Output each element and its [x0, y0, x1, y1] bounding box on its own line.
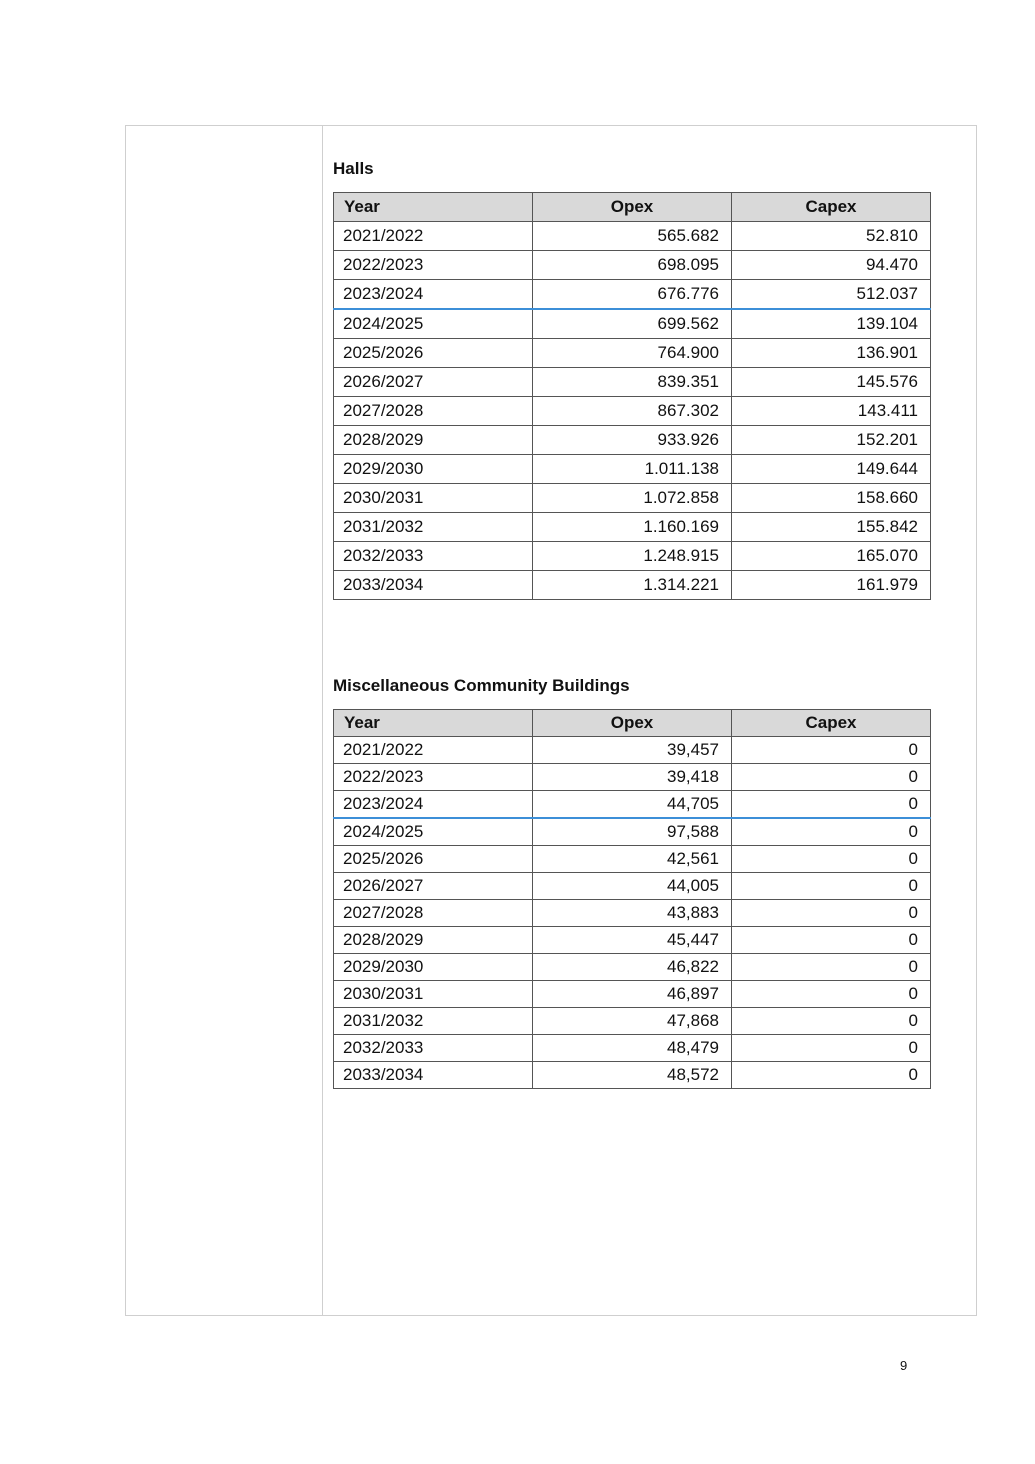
capex-cell: 0 — [732, 900, 931, 927]
opex-cell: 47,868 — [533, 1008, 732, 1035]
table-row — [334, 222, 931, 251]
year-cell: 2030/2031 — [334, 484, 533, 513]
year-cell: 2023/2024 — [334, 791, 533, 819]
opex-cell: 698.095 — [533, 251, 732, 280]
table-row — [334, 280, 931, 310]
table-row — [334, 900, 931, 927]
opex-cell: 676.776 — [533, 280, 732, 310]
table-row — [334, 1008, 931, 1035]
halls-header-year: Year — [334, 193, 533, 222]
year-cell: 2025/2026 — [334, 846, 533, 873]
table-row — [334, 571, 931, 600]
capex-cell: 161.979 — [732, 571, 931, 600]
table-row — [334, 981, 931, 1008]
opex-cell: 48,572 — [533, 1062, 732, 1089]
halls-header-capex: Capex — [732, 193, 931, 222]
table-row — [334, 309, 931, 339]
year-cell: 2022/2023 — [334, 764, 533, 791]
year-cell: 2026/2027 — [334, 368, 533, 397]
opex-cell: 39,457 — [533, 737, 732, 764]
opex-cell: 39,418 — [533, 764, 732, 791]
table-row — [334, 1035, 931, 1062]
year-cell: 2028/2029 — [334, 927, 533, 954]
year-cell: 2023/2024 — [334, 280, 533, 310]
year-cell: 2031/2032 — [334, 513, 533, 542]
capex-cell: 0 — [732, 846, 931, 873]
opex-cell: 97,588 — [533, 818, 732, 846]
capex-cell: 0 — [732, 764, 931, 791]
opex-cell: 43,883 — [533, 900, 732, 927]
halls-title: Halls — [333, 159, 374, 178]
misc-header-row — [334, 710, 931, 737]
halls-header-row — [334, 193, 931, 222]
year-cell: 2027/2028 — [334, 397, 533, 426]
opex-cell: 45,447 — [533, 927, 732, 954]
opex-cell: 933.926 — [533, 426, 732, 455]
year-cell: 2033/2034 — [334, 571, 533, 600]
table-row — [334, 484, 931, 513]
column-divider — [322, 125, 323, 1316]
capex-cell: 0 — [732, 954, 931, 981]
misc-header-opex: Opex — [533, 710, 732, 737]
opex-cell: 42,561 — [533, 846, 732, 873]
capex-cell: 139.104 — [732, 309, 931, 339]
capex-cell: 0 — [732, 981, 931, 1008]
capex-cell: 0 — [732, 737, 931, 764]
year-cell: 2021/2022 — [334, 737, 533, 764]
opex-cell: 1.072.858 — [533, 484, 732, 513]
halls-body — [334, 222, 931, 600]
misc-title: Miscellaneous Community Buildings — [333, 676, 630, 695]
opex-cell: 46,822 — [533, 954, 732, 981]
opex-cell: 764.900 — [533, 339, 732, 368]
opex-cell: 46,897 — [533, 981, 732, 1008]
table-row — [334, 1062, 931, 1089]
year-cell: 2031/2032 — [334, 1008, 533, 1035]
misc-header-year: Year — [334, 710, 533, 737]
capex-cell: 0 — [732, 1008, 931, 1035]
capex-cell: 512.037 — [732, 280, 931, 310]
capex-cell: 143.411 — [732, 397, 931, 426]
table-row — [334, 764, 931, 791]
opex-cell: 44,705 — [533, 791, 732, 819]
year-cell: 2026/2027 — [334, 873, 533, 900]
year-cell: 2022/2023 — [334, 251, 533, 280]
opex-cell: 1.011.138 — [533, 455, 732, 484]
year-cell: 2032/2033 — [334, 1035, 533, 1062]
capex-cell: 155.842 — [732, 513, 931, 542]
opex-cell: 699.562 — [533, 309, 732, 339]
capex-cell: 158.660 — [732, 484, 931, 513]
table-row — [334, 368, 931, 397]
year-cell: 2029/2030 — [334, 954, 533, 981]
table-row — [334, 339, 931, 368]
table-row — [334, 873, 931, 900]
opex-cell: 839.351 — [533, 368, 732, 397]
year-cell: 2025/2026 — [334, 339, 533, 368]
table-row — [334, 397, 931, 426]
misc-body — [334, 737, 931, 1089]
capex-cell: 165.070 — [732, 542, 931, 571]
capex-cell: 136.901 — [732, 339, 931, 368]
opex-cell: 867.302 — [533, 397, 732, 426]
opex-cell: 565.682 — [533, 222, 732, 251]
year-cell: 2028/2029 — [334, 426, 533, 455]
halls-table — [333, 192, 931, 600]
table-row — [334, 455, 931, 484]
year-cell: 2029/2030 — [334, 455, 533, 484]
halls-header-opex: Opex — [533, 193, 732, 222]
table-row — [334, 791, 931, 819]
year-cell: 2021/2022 — [334, 222, 533, 251]
table-row — [334, 818, 931, 846]
capex-cell: 149.644 — [732, 455, 931, 484]
capex-cell: 0 — [732, 1062, 931, 1089]
misc-table — [333, 709, 931, 1089]
capex-cell: 145.576 — [732, 368, 931, 397]
capex-cell: 0 — [732, 927, 931, 954]
year-cell: 2033/2034 — [334, 1062, 533, 1089]
opex-cell: 44,005 — [533, 873, 732, 900]
table-row — [334, 426, 931, 455]
capex-cell: 0 — [732, 818, 931, 846]
year-cell: 2024/2025 — [334, 309, 533, 339]
page-number: 9 — [900, 1358, 908, 1373]
capex-cell: 152.201 — [732, 426, 931, 455]
capex-cell: 0 — [732, 791, 931, 819]
capex-cell: 0 — [732, 1035, 931, 1062]
opex-cell: 48,479 — [533, 1035, 732, 1062]
capex-cell: 52.810 — [732, 222, 931, 251]
misc-header-capex: Capex — [732, 710, 931, 737]
table-row — [334, 251, 931, 280]
table-row — [334, 846, 931, 873]
capex-cell: 0 — [732, 873, 931, 900]
capex-cell: 94.470 — [732, 251, 931, 280]
year-cell: 2030/2031 — [334, 981, 533, 1008]
year-cell: 2032/2033 — [334, 542, 533, 571]
table-row — [334, 737, 931, 764]
opex-cell: 1.314.221 — [533, 571, 732, 600]
table-row — [334, 542, 931, 571]
table-row — [334, 954, 931, 981]
year-cell: 2027/2028 — [334, 900, 533, 927]
table-row — [334, 513, 931, 542]
table-row — [334, 927, 931, 954]
opex-cell: 1.160.169 — [533, 513, 732, 542]
year-cell: 2024/2025 — [334, 818, 533, 846]
opex-cell: 1.248.915 — [533, 542, 732, 571]
